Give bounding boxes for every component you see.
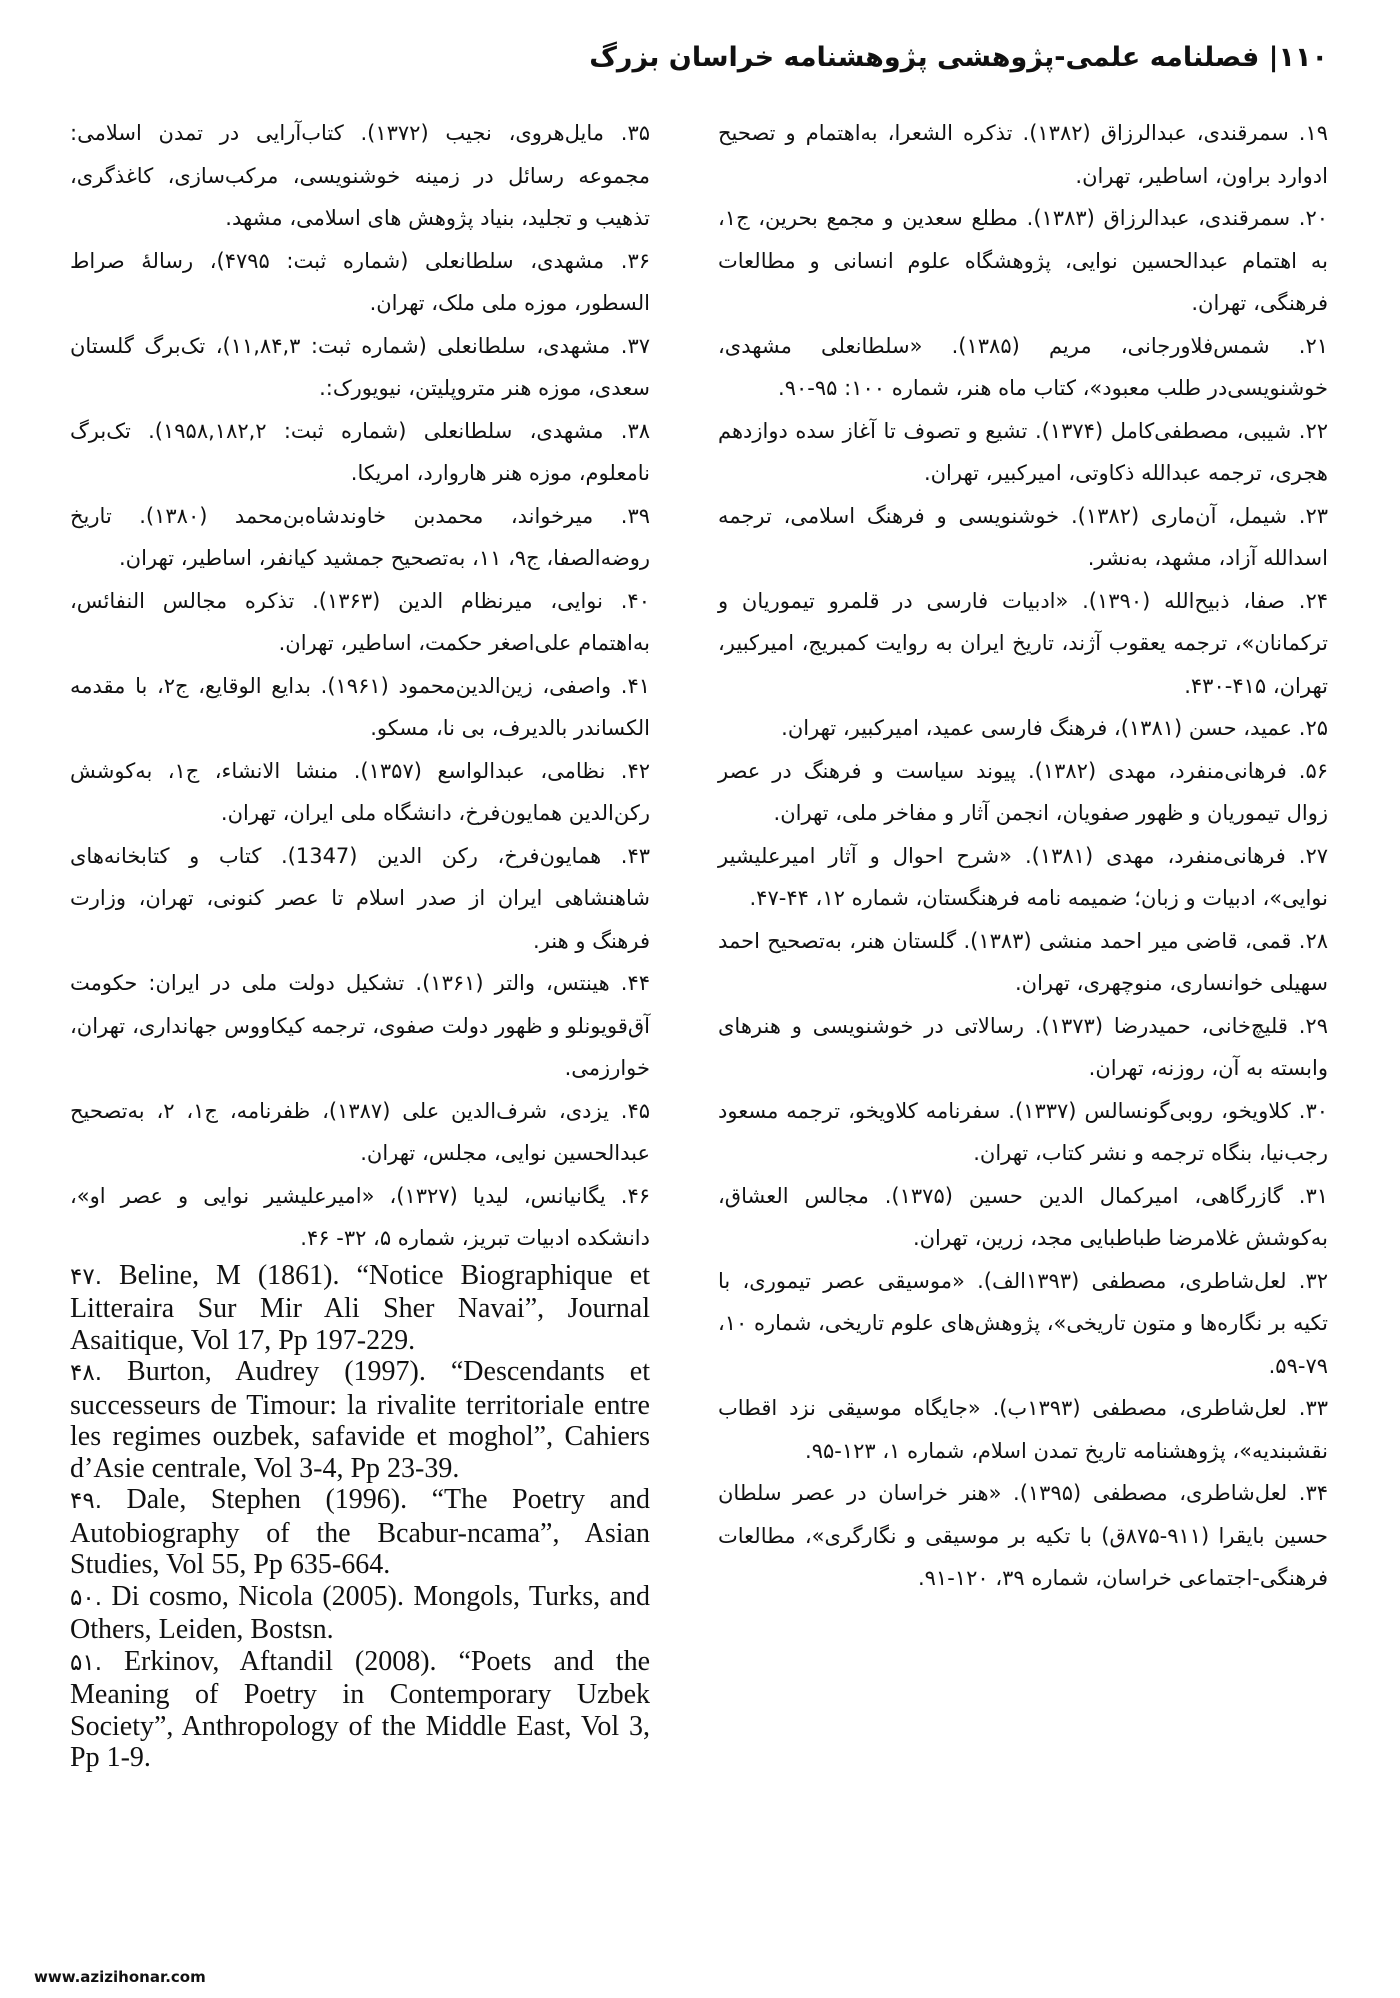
right-column [718,112,1328,1600]
reference-35: ۳۵. مایل‌هروی، نجیب (۱۳۷۲). کتاب‌آرایی در تمدن اسلامی: مجموعه رسائل در زمینه خوشنویسی، مرکب‌سازی، کاغذگری، تذهیب و تجلید، بنیاد پژوهش های اسلامی، مشهد. [70,121,650,230]
reference-44: ۴۴. هینتس، والتر (۱۳۶۱). تشکیل دولت ملی در ایران: حکومت آق‌قویونلو و ظهور دولت صفوی، ترجمه کیکاووس جهانداری، تهران، خوارزمی. [70,971,650,1080]
reference-47 [70,1260,650,1357]
reference-42: ۴۲. نظامی، عبدالواسع (۱۳۵۷). منشا الانشاء، ج۱، به‌کوشش رکن‌الدین همایون‌فرخ، دانشگاه ملی ایران، تهران. [70,758,650,825]
reference-39: ۳۹. میرخواند، محمدبن خاوندشاه‌بن‌محمد (۱۳۸۰). تاریخ روضه‌الصفا، ج۹، ۱۱، به‌تصحیح جمشید کیانفر، اساطیر، تهران. [70,503,650,570]
reference-text: Dale, Stephen (1996). “The Poetry and Autobiography of the Bcabur-ncama”, Asian Studies, Vol 55, Pp 635-664. [70,1484,651,1580]
reference-number: ۴۹. [70,1488,103,1514]
reference-45: ۴۵. یزدی، شرف‌الدین علی (۱۳۸۷)، ظفرنامه، ج۱، ۲، به‌تصحیح عبدالحسین نوایی، مجلس، تهران. [70,1098,651,1165]
reference-29: ۲۹. قلیچ‌خانی، حمیدرضا (۱۳۷۳). رسالاتی در خوشنویسی و هنرهای وابسته به آن، روزنه، تهران. [718,1013,1328,1080]
reference-text: Burton, Audrey (1997). “Descendants et successeurs de Timour: la rivalite territoriale entre les regimes ouzbek, safavide et moghol”, Cahiers d’Asie centrale, Vol 3-4, Pp 23-39. [70,1356,651,1484]
reference-51 [70,1646,650,1774]
reference-41: ۴۱. واصفی، زین‌الدین‌محمود (۱۹۶۱). بدایع الوقایع، ج۲، با مقدمه الکساندر بالدیرف، بی نا، مسکو. [70,673,650,740]
reference-38: ۳۸. مشهدی، سلطانعلی (شماره ثبت: ۱۹۵۸,۱۸۲,۲). تک‌برگ نامعلوم، موزه هنر هاروارد، امریکا. [70,418,650,485]
reference-21: ۲۱. شمس‌فلاورجانی، مریم (۱۳۸۵). «سلطانعلی مشهدی، خوشنویسی‌در طلب معبود»، کتاب ماه هنر، شماره ۱۰۰: ۹۵-۹۰. [718,333,1328,400]
reference-46: ۴۶. یگانیانس، لیدیا (۱۳۲۷)، «امیرعلیشیر نوایی و عصر او»، دانشکده ادبیات تبریز، شماره ۵، ۳۲- ۴۶. [70,1183,650,1250]
reference-number: ۴۸. [70,1360,103,1386]
reference-text: Erkinov, Aftandil (2008). “Poets and the Meaning of Poetry in Contemporary Uzbek Society”, Anthropology of the Middle East, Vol 3, Pp 1-9. [70,1645,650,1773]
reference-27: ۲۷. فرهانی‌منفرد، مهدی (۱۳۸۱). «شرح احوال و آثار امیرعلیشیر نوایی»، ادبیات و زبان؛ ضمیمه نامه فرهنگستان، شماره ۱۲، ۴۴-۴۷. [718,843,1329,910]
footer-url: www.azizihonar.com [34,1968,206,1986]
reference-20: ۲۰. سمرقندی، عبدالرزاق (۱۳۸۳). مطلع سعدین و مجمع بحرین، ج۱، به اهتمام عبدالحسین نوایی، پژوهشگاه علوم انسانی و مطالعات فرهنگی، تهران. [718,206,1328,315]
reference-36: ۳۶. مشهدی، سلطانعلی (شماره ثبت: ۴۷۹۵)، رسالهٔ صراط السطور، موزه ملی ملک، تهران. [70,248,651,315]
left-column [70,112,650,1774]
reference-text: Beline, M (1861). “Notice Biographique et Litteraira Sur Mir Ali Sher Navai”, Journal Asaitique, Vol 17, Pp 197-229. [70,1259,651,1356]
reference-30: ۳۰. کلاویخو، روبی‌گونسالس (۱۳۳۷). سفرنامه کلاویخو، ترجمه مسعود رجب‌نیا، بنگاه ترجمه و نشر کتاب، تهران. [718,1098,1328,1165]
reference-23: ۲۳. شیمل، آن‌ماری (۱۳۸۲). خوشنویسی و فرهنگ اسلامی، ترجمه اسدالله آزاد، مشهد، به‌نشر. [718,503,1328,570]
reference-28: ۲۸. قمی، قاضی میر احمد منشی (۱۳۸۳). گلستان هنر، به‌تصحیح احمد سهیلی خوانساری، منوچهری، تهران. [718,928,1328,995]
reference-number: ۵۰. [70,1584,103,1611]
reference-37: ۳۷. مشهدی، سلطانعلی (شماره ثبت: ۱۱,۸۴,۳)، تک‌برگ گلستان سعدی، موزه هنر متروپلیتن، نیویورک:. [70,333,651,400]
reference-50 [70,1581,650,1646]
reference-22: ۲۲. شیبی، مصطفی‌کامل (۱۳۷۴). تشیع و تصوف تا آغاز سده دوازدهم هجری، ترجمه عبدالله ذکاوتی، امیرکبیر، تهران. [718,418,1328,485]
reference-number: ۴۷. [70,1263,103,1290]
reference-48 [70,1356,650,1484]
reference-32: ۳۲. لعل‌شاطری، مصطفی (۱۳۹۳الف). «موسیقی عصر تیموری، با تکیه بر نگاره‌ها و متون تاریخی»، پژوهش‌های علوم تاریخی، شماره ۱۰، ۷۹-۵۹. [718,1268,1328,1378]
reference-43: ۴۳. همایون‌فرخ، رکن الدین (1347). کتاب و کتابخانه‌های شاهنشاهی ایران از صدر اسلام تا عصر کنونی، تهران، وزارت فرهنگ و هنر. [70,843,650,953]
reference-25: ۲۵. عمید، حسن (۱۳۸۱)، فرهنگ فارسی عمید، امیرکبیر، تهران. [781,716,1328,740]
reference-49 [70,1484,650,1581]
reference-text: Di cosmo, Nicola (2005). Mongols, Turks, and Others, Leiden, Bostsn. [70,1580,650,1645]
reference-33: ۳۳. لعل‌شاطری، مصطفی (۱۳۹۳ب). «جایگاه موسیقی نزد اقطاب نقشبندیه»، پژوهشنامه تاریخ تمدن اسلام، شماره ۱، ۱۲۳-۹۵. [718,1396,1328,1463]
reference-34: ۳۴. لعل‌شاطری، مصطفی (۱۳۹۵). «هنر خراسان در عصر سلطان حسین بایقرا (۹۱۱-۸۷۵ق) با تکیه بر موسیقی و نگارگری»، مطالعات فرهنگی-اجتماعی خراسان، شماره ۳۹، ۱۲۰-۹۱. [718,1481,1328,1590]
reference-24: ۲۴. صفا، ذبیح‌الله (۱۳۹۰). «ادبیات فارسی در قلمرو تیموریان و ترکمانان»، ترجمه یعقوب آژند، تاریخ ایران به روایت کمبریج، امیرکبیر، تهران، ۴۱۵-۴۳۰. [718,588,1328,698]
reference-19: ۱۹. سمرقندی، عبدالرزاق (۱۳۸۲). تذکره الشعرا، به‌اهتمام و تصحیح ادوارد براون، اساطیر، تهران. [718,121,1329,188]
reference-40: ۴۰. نوایی، میرنظام الدین (۱۳۶۳). تذکره مجالس النفائس، به‌اهتمام علی‌اصغر حکمت، اساطیر، تهران. [70,588,650,655]
reference-56: ۵۶. فرهانی‌منفرد، مهدی (۱۳۸۲). پیوند سیاست و فرهنگ در عصر زوال تیموریان و ظهور صفویان، انجمن آثار و مفاخر ملی، تهران. [718,758,1328,825]
reference-31: ۳۱. گازرگاهی، امیرکمال الدین حسین (۱۳۷۵). مجالس العشاق، به‌کوشش غلامرضا طباطبایی مجد، زرین، تهران. [718,1183,1328,1250]
page-header: ۱۱۰| فصلنامه علمی-پژوهشی پژوهشنامه خراسان بزرگ [589,42,1328,73]
reference-number: ۵۱. [70,1649,103,1676]
